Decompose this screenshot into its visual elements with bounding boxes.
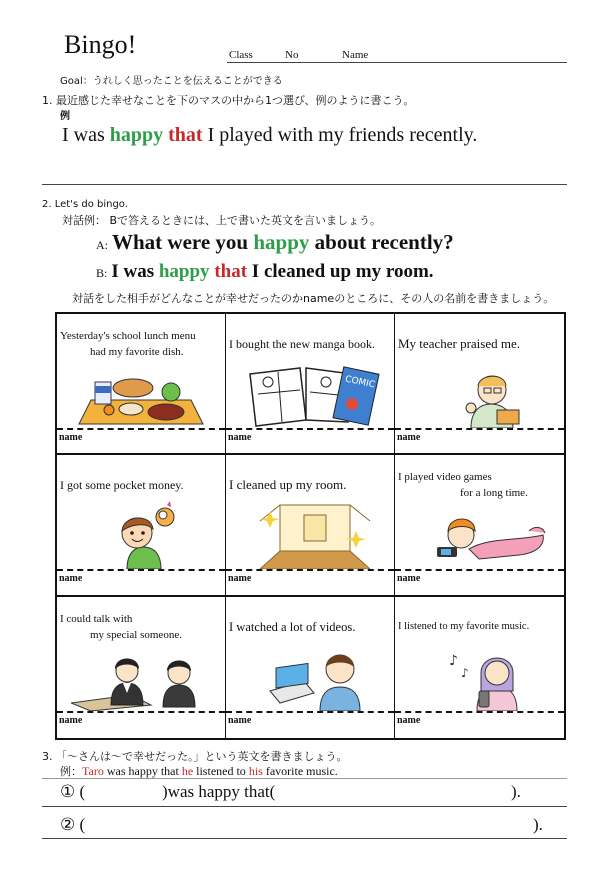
bingo-cell-clean-room[interactable] — [226, 455, 395, 596]
cell-name-field[interactable]: name — [397, 573, 421, 585]
ex-part2: I played with my friends recently. — [202, 124, 478, 146]
cell-name-field[interactable]: name — [59, 714, 83, 726]
bingo-cell-school-lunch[interactable] — [57, 314, 226, 455]
section2-title — [42, 199, 128, 210]
cell-name-field[interactable]: name — [397, 714, 421, 726]
ex-happy: happy — [109, 124, 164, 146]
name-divider — [395, 569, 564, 571]
pocket-money-boy-icon — [71, 501, 211, 569]
name-divider — [226, 569, 394, 571]
class-label: Class — [229, 49, 253, 61]
bingo-cell-pocket-money[interactable] — [57, 455, 226, 596]
section3-instruction — [42, 748, 348, 764]
ex3-label: 例： — [60, 765, 82, 778]
bingo-cell-teacher[interactable] — [395, 314, 564, 455]
ex3-mid1: was happy that — [103, 764, 182, 778]
b-that: that — [214, 261, 248, 282]
name-divider — [226, 428, 394, 430]
svg-text:COMIC: COMIC — [344, 374, 376, 391]
name-divider — [395, 428, 564, 430]
cell-line1: I played video games — [398, 471, 492, 484]
ex-that: that — [168, 124, 203, 146]
header-underline — [227, 62, 567, 63]
bingo-cell-video-games[interactable] — [395, 455, 564, 596]
page-title: Bingo! — [64, 30, 137, 59]
row2-close: ). — [533, 815, 543, 834]
ex3-taro: Taro — [82, 764, 104, 778]
cell-name-field[interactable]: name — [59, 432, 83, 443]
section3-text: 「～さんは～で幸せだった。」という英文を書きましょう。 — [56, 750, 348, 763]
teacher-icon — [409, 360, 549, 428]
school-lunch-icon — [71, 360, 211, 428]
cell-name-field[interactable]: name — [228, 714, 252, 726]
name-divider — [395, 711, 564, 713]
cell-line2: my special someone. — [90, 628, 182, 641]
row1-number: ① — [60, 782, 76, 801]
answer-line-1[interactable] — [42, 184, 567, 185]
dialog-b — [96, 261, 434, 283]
svg-text:♪: ♪ — [449, 652, 458, 669]
name-divider — [57, 428, 225, 430]
video-game-girl-icon — [409, 501, 549, 569]
bingo-instruction: 対話をした相手がどんなことが幸せだったのかnameのところに、その人の名前を書きましょう。 — [72, 292, 555, 305]
bingo-cell-special-someone[interactable] — [57, 597, 226, 738]
answer-row-2 — [60, 815, 85, 835]
name-divider — [57, 711, 225, 713]
cell-name-field[interactable]: name — [228, 573, 252, 585]
section3-example — [60, 763, 338, 779]
no-label: No — [285, 49, 299, 61]
b-part2: I cleaned up my room. — [247, 261, 434, 282]
b-happy: happy — [158, 261, 210, 282]
music-listener-icon — [409, 643, 549, 711]
b-label: B: — [96, 266, 108, 280]
ex3-end: favorite music. — [262, 764, 338, 778]
cell-label — [398, 469, 562, 501]
bingo-cell-manga[interactable] — [226, 314, 395, 455]
b-answer — [111, 261, 433, 282]
example-sentence — [62, 124, 477, 147]
two-students-icon — [71, 643, 211, 711]
ex3-mid2: listened to — [193, 764, 249, 778]
answer-line-row1[interactable] — [42, 806, 567, 807]
row1-close: ). — [511, 782, 521, 801]
row1-mid: )was happy that( — [162, 782, 276, 801]
section3-number: 3. — [42, 750, 53, 763]
cell-label: I watched a lot of videos. — [229, 619, 356, 634]
cell-line1: I could talk with — [60, 612, 133, 625]
row2-open: ( — [79, 815, 86, 834]
clean-room-icon — [240, 501, 380, 569]
ex-part1: I was — [62, 124, 110, 146]
b-part1: I was — [111, 261, 159, 282]
cell-line2: for a long time. — [460, 487, 528, 500]
a-question — [112, 230, 454, 254]
cell-label: I listened to my favorite music. — [398, 620, 530, 632]
a-label: A: — [96, 238, 108, 252]
dialog-a — [96, 230, 454, 255]
manga-book-icon — [240, 360, 380, 428]
ex3-he: he — [181, 764, 194, 778]
cell-label: My teacher praised me. — [398, 336, 521, 351]
cell-label: I cleaned up my room. — [229, 477, 347, 493]
cell-label: I got some pocket money. — [60, 478, 184, 493]
bingo-cell-videos[interactable] — [226, 597, 395, 738]
section2-number: 2. — [42, 199, 52, 210]
name-divider — [57, 569, 225, 571]
section1-text: 最近感じた幸せなことを下のマスの中から1つ選び、例のように書こう。 — [56, 94, 415, 107]
cell-name-field[interactable]: name — [397, 432, 421, 443]
answer-line-row2[interactable] — [42, 838, 567, 839]
a-part1: What were you — [112, 230, 254, 254]
cell-label: I bought the new manga book. — [229, 337, 375, 351]
cell-name-field[interactable]: name — [59, 573, 83, 585]
cell-line2: had my favorite dish. — [90, 346, 184, 358]
dialog-note: 対話例： Bで答えるときには、上で書いた英文を言いましょう。 — [62, 214, 382, 227]
watching-videos-icon — [240, 643, 380, 711]
svg-text:♪: ♪ — [461, 665, 469, 680]
row2-number: ② — [60, 815, 76, 834]
row1-open: ( — [79, 782, 86, 801]
a-part2: about recently? — [309, 230, 454, 254]
section2-title-text: Let's do bingo. — [54, 199, 128, 210]
answer-row-1 — [60, 782, 85, 802]
cell-label — [60, 328, 224, 360]
example-label: 例 — [60, 111, 70, 122]
cell-label — [60, 611, 224, 643]
bingo-cell-music[interactable] — [395, 597, 564, 738]
ex3-his: his — [248, 764, 263, 778]
name-divider — [226, 711, 394, 713]
section1-instruction — [42, 92, 415, 108]
cell-name-field[interactable]: name — [228, 432, 252, 443]
cell-line1: Yesterday's school lunch menu — [60, 330, 196, 342]
section1-number: 1. — [42, 94, 53, 107]
bingo-grid — [55, 312, 566, 740]
name-label: Name — [342, 49, 369, 61]
a-happy: happy — [253, 230, 310, 254]
goal-text: Goal：うれしく思ったことを伝えることができる — [60, 76, 283, 87]
ex3-underline — [42, 778, 567, 779]
